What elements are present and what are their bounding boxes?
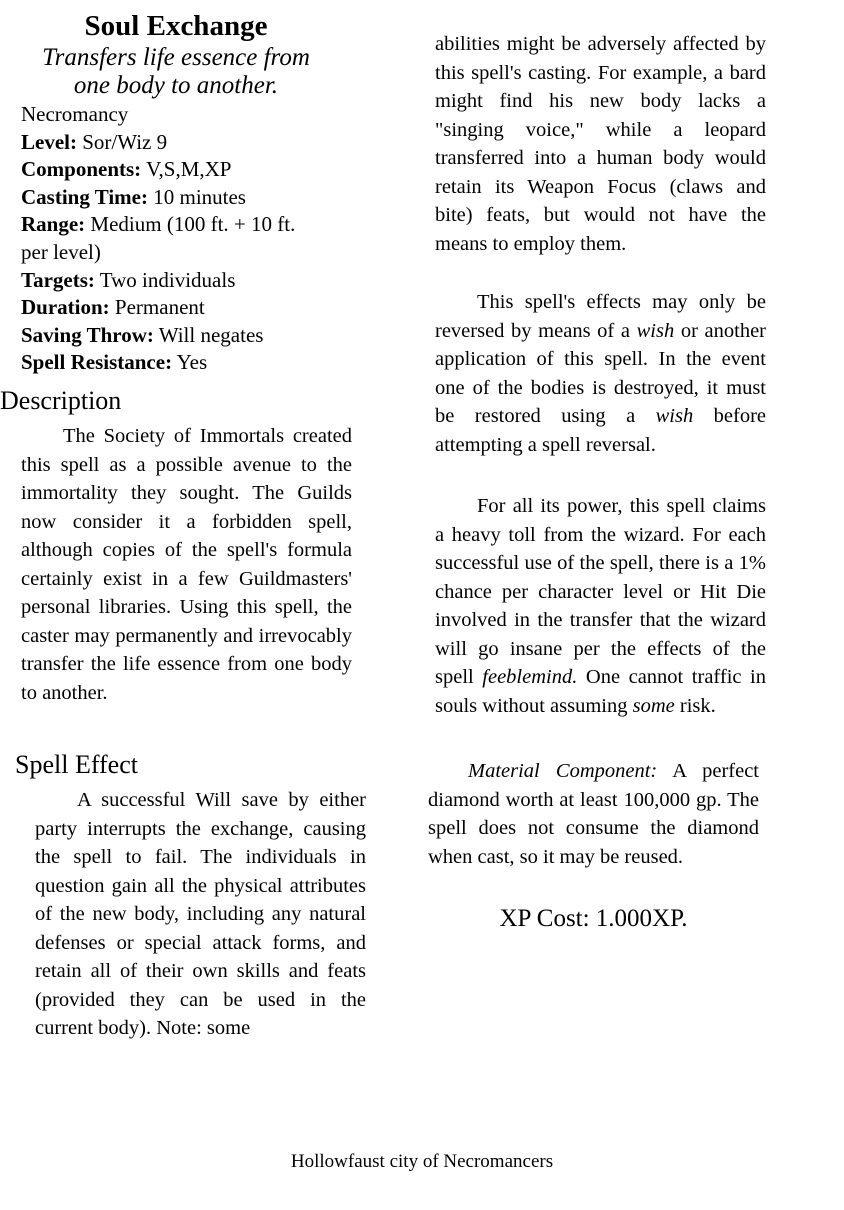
material-component-label: Material Component: — [468, 760, 658, 782]
reversal-text-c: before attempting a spell reversal. — [435, 405, 766, 456]
stat-saving-throw-value: Will negates — [158, 322, 264, 347]
stat-casting-time-value: 10 minutes — [153, 184, 246, 209]
material-component-paragraph — [428, 757, 759, 871]
stat-components-value: V,S,M,XP — [146, 157, 232, 182]
stat-targets — [21, 267, 351, 295]
stat-spell-resistance-value: Yes — [176, 350, 208, 375]
spell-title: Soul Exchange — [84, 10, 268, 42]
stat-level — [21, 129, 351, 157]
feeblemind-term: feeblemind. — [482, 666, 578, 688]
stat-spell-resistance — [21, 349, 351, 377]
spell-effect-heading: Spell Effect — [15, 750, 138, 779]
spell-tagline-line2: one body to another. — [73, 72, 279, 99]
stat-range-cont: per level) — [21, 239, 101, 264]
description-paragraph: The Society of Immortals created this spell as a possible avenue to the immortality they sought. The Guilds now consider it a forbidden spell, although copies of the spell's formula certainly exist in a few Guildmasters' personal libraries. Using this spell, the caster may permanently and irrevocably transfer the life essence from one body to another. — [21, 425, 352, 704]
xp-cost: XP Cost: 1.000XP. — [499, 905, 688, 932]
page-footer: Hollowfaust city of Necromancers — [290, 1151, 554, 1172]
stat-casting-time — [21, 184, 351, 212]
description-heading: Description — [0, 386, 122, 415]
stat-components-label: Components: — [21, 157, 142, 182]
stat-casting-time-label: Casting Time: — [21, 184, 148, 209]
stat-range-value: Medium (100 ft. + 10 ft. — [90, 212, 296, 237]
spell-effect-continued-paragraph: abilities might be adversely affected by this spell's casting. For example, a bard might find his new body lacks a "singing voice," while a leopard transferred into a human body would retain its Weapon Focus (claws and bite) feats, but would not have the means to employ them. — [435, 33, 766, 255]
toll-text-b: One cannot traffic in souls without assuming — [435, 666, 767, 717]
reversal-text-a: This spell's effects may only be reversed by means of a — [435, 291, 766, 342]
spell-effect-paragraph: A successful Will save by either party interrupts the exchange, causing the spell to fail. The individuals in question gain all the physical attributes of the new body, including any natural defenses or special attack forms, and retain all of their own skills and feats (provided they can be used in the current body). Note: some — [35, 789, 366, 1039]
stat-saving-throw — [21, 322, 351, 350]
reversal-text-b: or another application of this spell. In the event one of the bodies is destroyed, it must be restored using a — [435, 319, 766, 427]
stat-level-label: Level: — [21, 129, 77, 154]
toll-paragraph — [435, 492, 766, 720]
reversal-paragraph — [435, 288, 766, 459]
toll-text-c: risk. — [674, 694, 716, 717]
stat-duration-label: Duration: — [21, 295, 110, 320]
material-component-text: A perfect diamond worth at least 100,000 gp. The spell does not consume the diamond when cast, so it may be reused. — [428, 760, 759, 868]
spell-stat-block — [21, 101, 351, 377]
stat-range — [21, 211, 351, 239]
stat-targets-label: Targets: — [21, 267, 95, 292]
wish-term: wish — [655, 405, 694, 427]
wish-term: wish — [636, 319, 675, 342]
stat-duration-value: Permanent — [114, 295, 205, 320]
stat-saving-throw-label: Saving Throw: — [21, 322, 154, 347]
stat-range-label: Range: — [21, 212, 86, 237]
stat-level-value: Sor/Wiz 9 — [82, 129, 168, 154]
stat-spell-resistance-label: Spell Resistance: — [21, 350, 173, 375]
stat-components — [21, 156, 351, 184]
stat-duration — [21, 294, 351, 322]
spell-tagline-line1: Transfers life essence from — [42, 44, 310, 71]
toll-text-a: For all its power, this spell claims a heavy toll from the wizard. For each successful use of the spell, there is a 1% chance per character level or Hit Die involved in the transfer that the wizard will go insane per the effects of the spell — [435, 495, 766, 688]
some-term: some — [632, 694, 675, 717]
spell-tagline — [0, 44, 352, 100]
stat-targets-value: Two individuals — [99, 267, 236, 292]
stat-school: Necromancy — [21, 102, 129, 126]
